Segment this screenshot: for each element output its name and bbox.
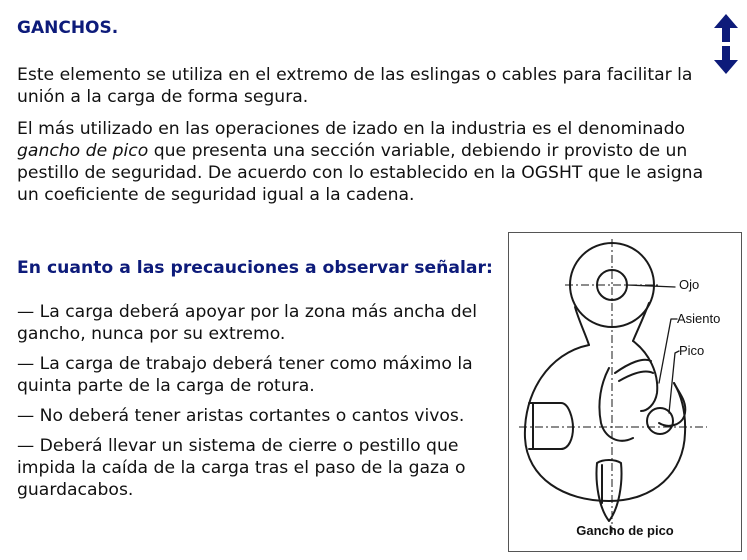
intro-paragraph: Este elemento se utiliza en el extremo de las eslingas o cables para facilitar la unión a la carga de forma segura.: [17, 65, 693, 107]
hook-figure: [508, 232, 742, 552]
arrow-down-icon[interactable]: [711, 44, 741, 76]
description-text-after: que presenta una sección variable, debiendo ir provisto de un pestillo de seguridad. De acuerdo con lo establecido en la OGSHT que le asigna un coeficiente de seguridad igual a la cadena.: [17, 141, 704, 205]
precautions-list: [17, 301, 505, 509]
hook-type-emphasis: gancho de pico: [17, 141, 149, 161]
hook-drawing: [509, 233, 741, 551]
label-asiento: Asiento: [677, 311, 721, 326]
list-item: — Deberá llevar un sistema de cierre o pestillo que impida la caída de la carga tras el paso de la gaza o guardacabos.: [17, 436, 466, 500]
label-pico: Pico: [679, 343, 705, 358]
list-item: — La carga de trabajo deberá tener como máximo la quinta parte de la carga de rotura.: [17, 354, 473, 396]
label-ojo: Ojo: [679, 277, 700, 292]
figure-caption: Gancho de pico: [576, 523, 674, 538]
precautions-title: En cuanto a las precauciones a observar señalar:: [17, 258, 493, 278]
description-text-before: El más utilizado en las operaciones de izado en la industria es el denominado: [17, 119, 686, 139]
arrow-up-icon[interactable]: [711, 12, 741, 44]
list-item: — La carga deberá apoyar por la zona más ancha del gancho, nunca por su extremo.: [17, 302, 477, 344]
list-item: — No deberá tener aristas cortantes o cantos vivos.: [17, 406, 465, 426]
description-paragraph: [17, 118, 707, 206]
navigation-arrows: [711, 12, 741, 76]
page-title: GANCHOS.: [17, 18, 119, 38]
